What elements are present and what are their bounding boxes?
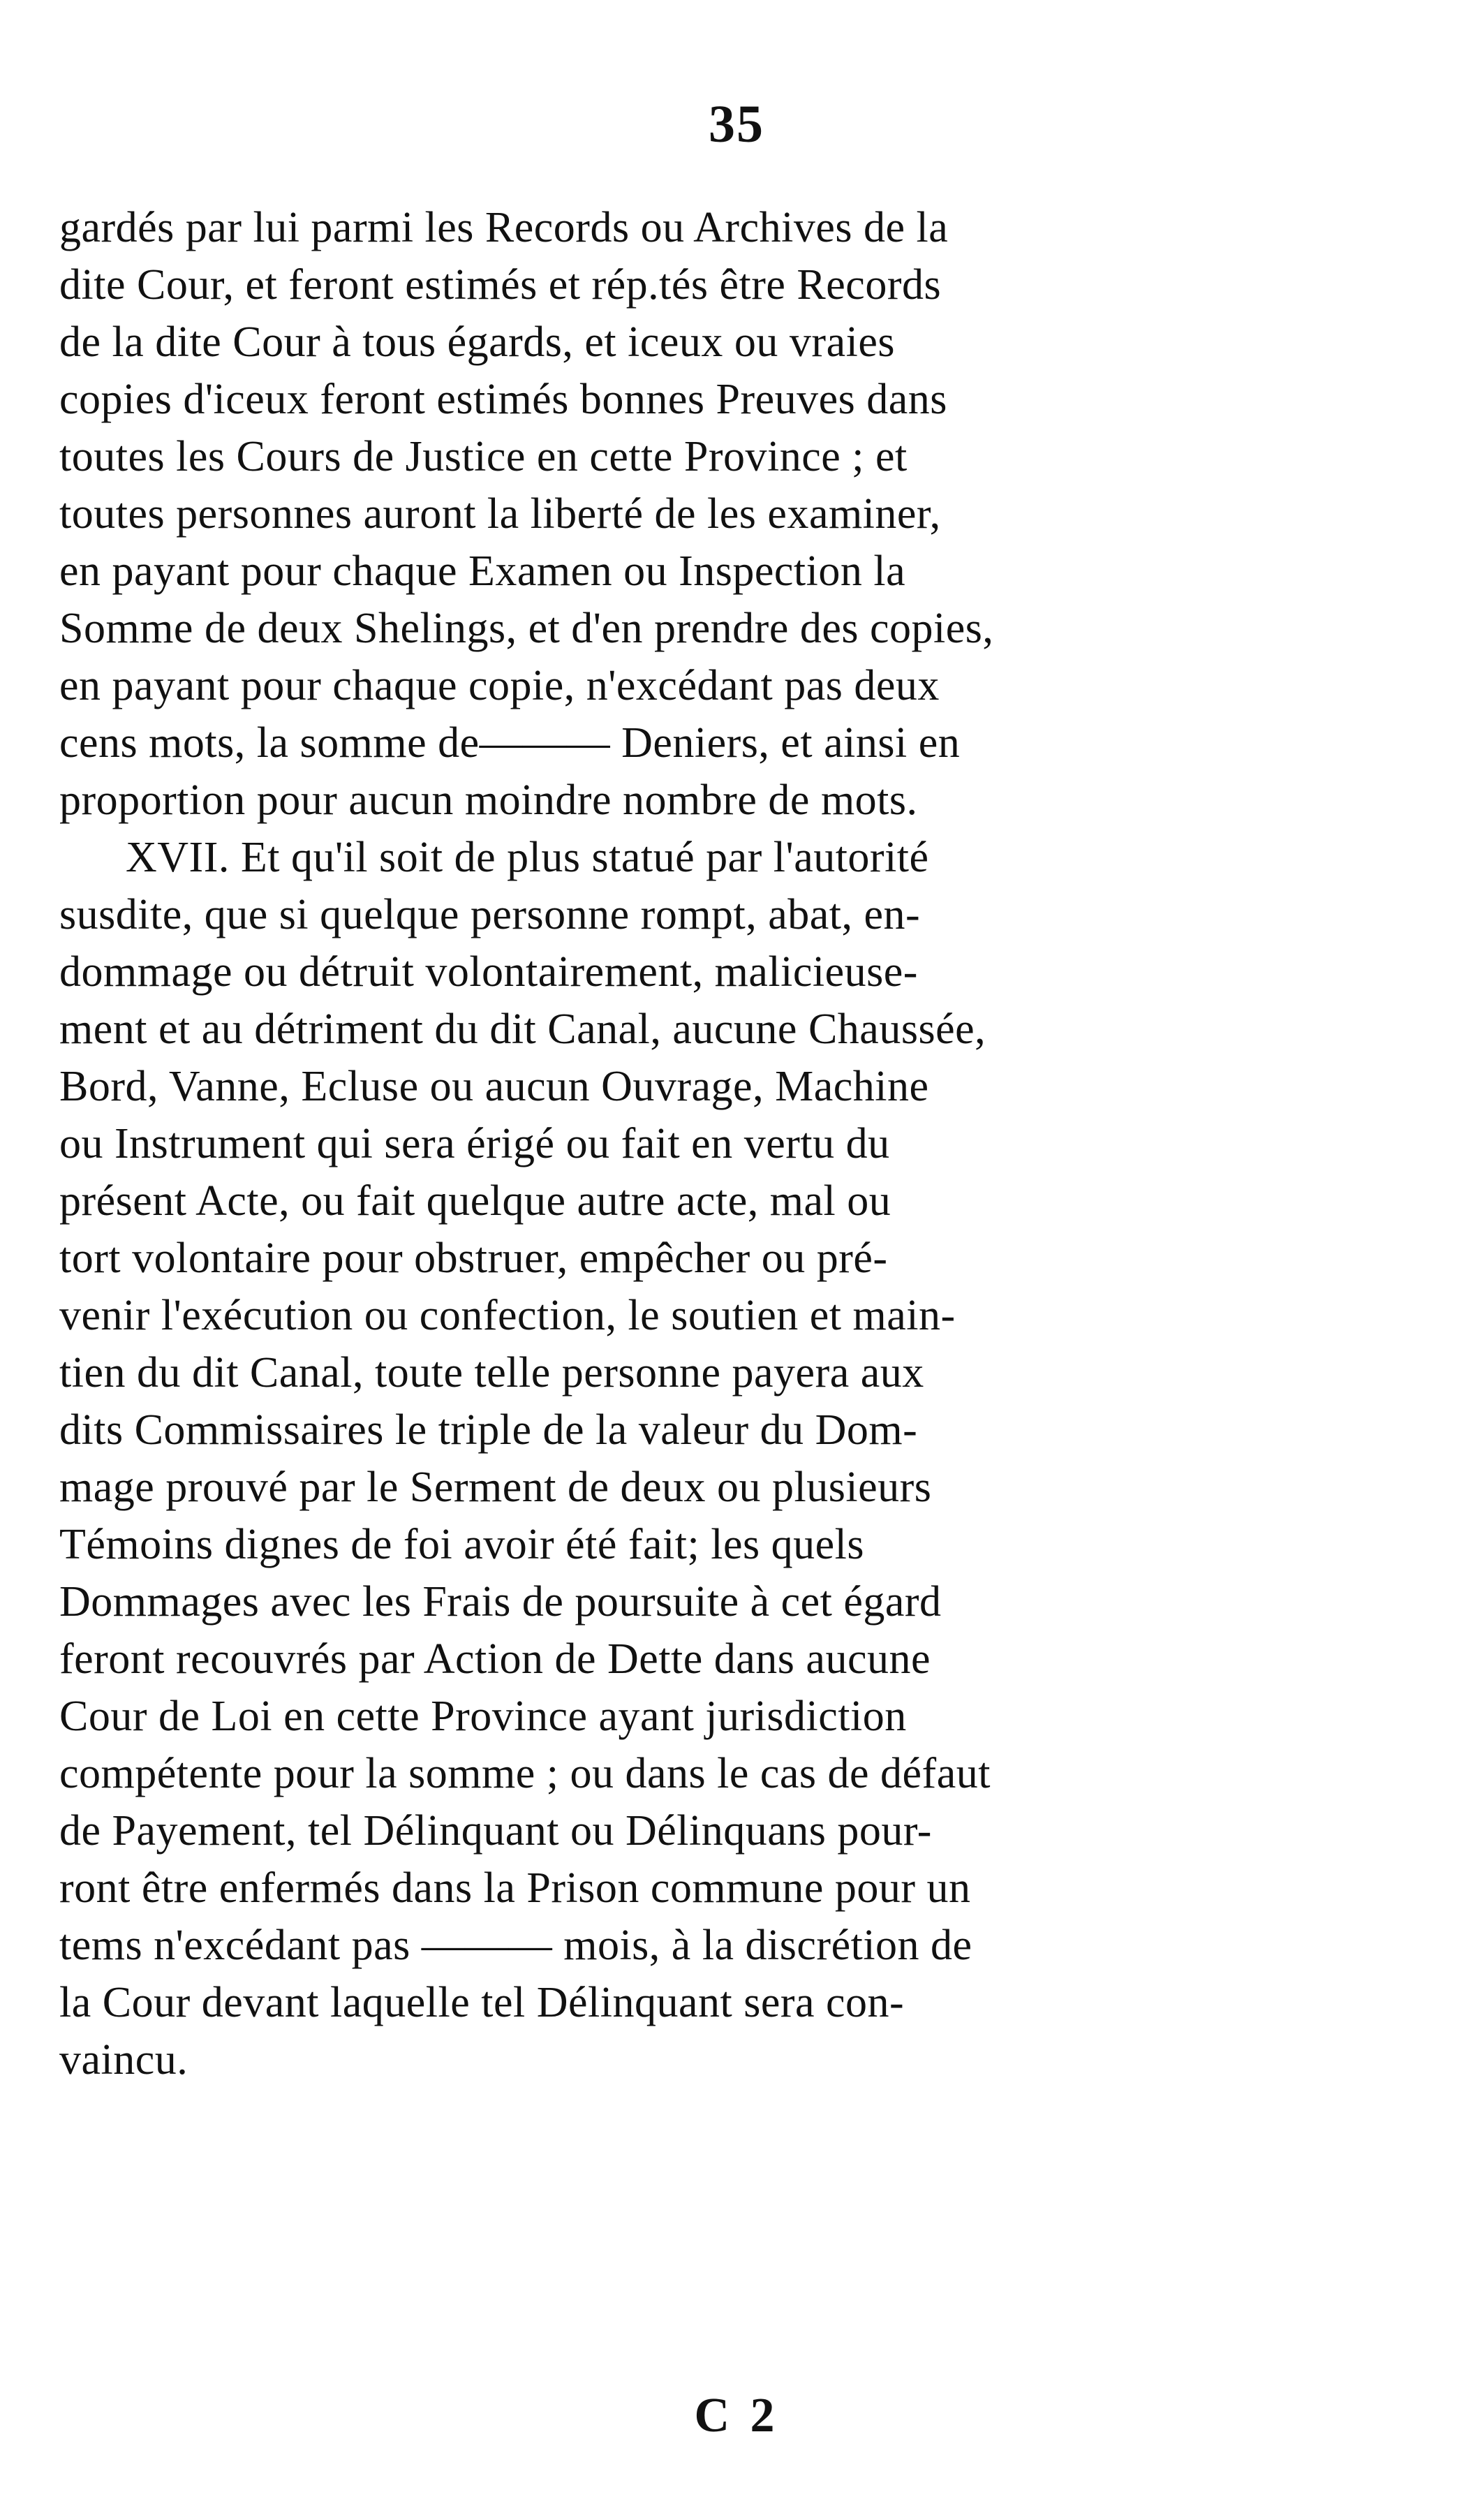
text-line: Somme de deux Shelings, et d'en prendre des copies, xyxy=(59,605,994,652)
text-line: cens mots, la somme de——— Deniers, et ainsi en xyxy=(59,719,961,767)
text-line: feront recouvrés par Action de Dette dans aucune xyxy=(59,1635,931,1683)
text-line: toutes personnes auront la liberté de les examiner, xyxy=(59,490,941,538)
text-line: Bord, Vanne, Ecluse ou aucun Ouvrage, Machine xyxy=(59,1063,929,1110)
page-number: 35 xyxy=(709,95,764,154)
text-line: susdite, que si quelque personne rompt, abat, en- xyxy=(59,891,921,938)
text-line: gardés par lui parmi les Records ou Archives de la xyxy=(59,204,949,251)
text-line: toutes les Cours de Justice en cette Province ; et xyxy=(59,433,908,480)
text-line: Dommages avec les Frais de poursuite à cet égard xyxy=(59,1578,942,1626)
text-line: ront être enfermés dans la Prison commune pour un xyxy=(59,1864,971,1912)
text-line: vaincu. xyxy=(59,2036,188,2084)
body-text xyxy=(59,199,1271,2088)
text-line: mage prouvé par le Serment de deux ou plusieurs xyxy=(59,1464,932,1511)
text-line: Témoins dignes de foi avoir été fait; les quels xyxy=(59,1521,864,1568)
text-line: tort volontaire pour obstruer, empêcher ou pré- xyxy=(59,1235,888,1282)
text-line: en payant pour chaque copie, n'excédant pas deux xyxy=(59,662,940,709)
text-line: présent Acte, ou fait quelque autre acte, mal ou xyxy=(59,1177,891,1225)
signature-mark: C 2 xyxy=(694,2389,779,2442)
text-line: dits Commissaires le triple de la valeur du Dom- xyxy=(59,1406,918,1454)
text-line: dite Cour, et feront estimés et rép.tés être Records xyxy=(59,261,942,309)
text-line: dommage ou détruit volontairement, malicieuse- xyxy=(59,948,918,996)
text-line: proportion pour aucun moindre nombre de mots. xyxy=(59,776,918,824)
text-line: ou Instrument qui sera érigé ou fait en vertu du xyxy=(59,1120,890,1167)
text-line: copies d'iceux feront estimés bonnes Preuves dans xyxy=(59,376,947,423)
text-line: de Payement, tel Délinquant ou Délinquans pour- xyxy=(59,1807,932,1855)
text-line: venir l'exécution ou confection, le soutien et main- xyxy=(59,1292,956,1339)
text-line: tems n'excédant pas ——— mois, à la discrétion de xyxy=(59,1922,972,1969)
text-line: en payant pour chaque Examen ou Inspection la xyxy=(59,547,906,595)
text-line: tien du dit Canal, toute telle personne payera aux xyxy=(59,1349,924,1397)
text-line: compétente pour la somme ; ou dans le cas de défaut xyxy=(59,1750,991,1797)
text-line: Cour de Loi en cette Province ayant jurisdiction xyxy=(59,1693,907,1740)
text-line: la Cour devant laquelle tel Délinquant sera con- xyxy=(59,1979,905,2026)
text-line: de la dite Cour à tous égards, et iceux ou vraies xyxy=(59,318,895,366)
section-heading-line: XVII. Et qu'il soit de plus statué par l'autorité xyxy=(126,834,929,881)
text-line: ment et au détriment du dit Canal, aucune Chaussée, xyxy=(59,1005,986,1053)
